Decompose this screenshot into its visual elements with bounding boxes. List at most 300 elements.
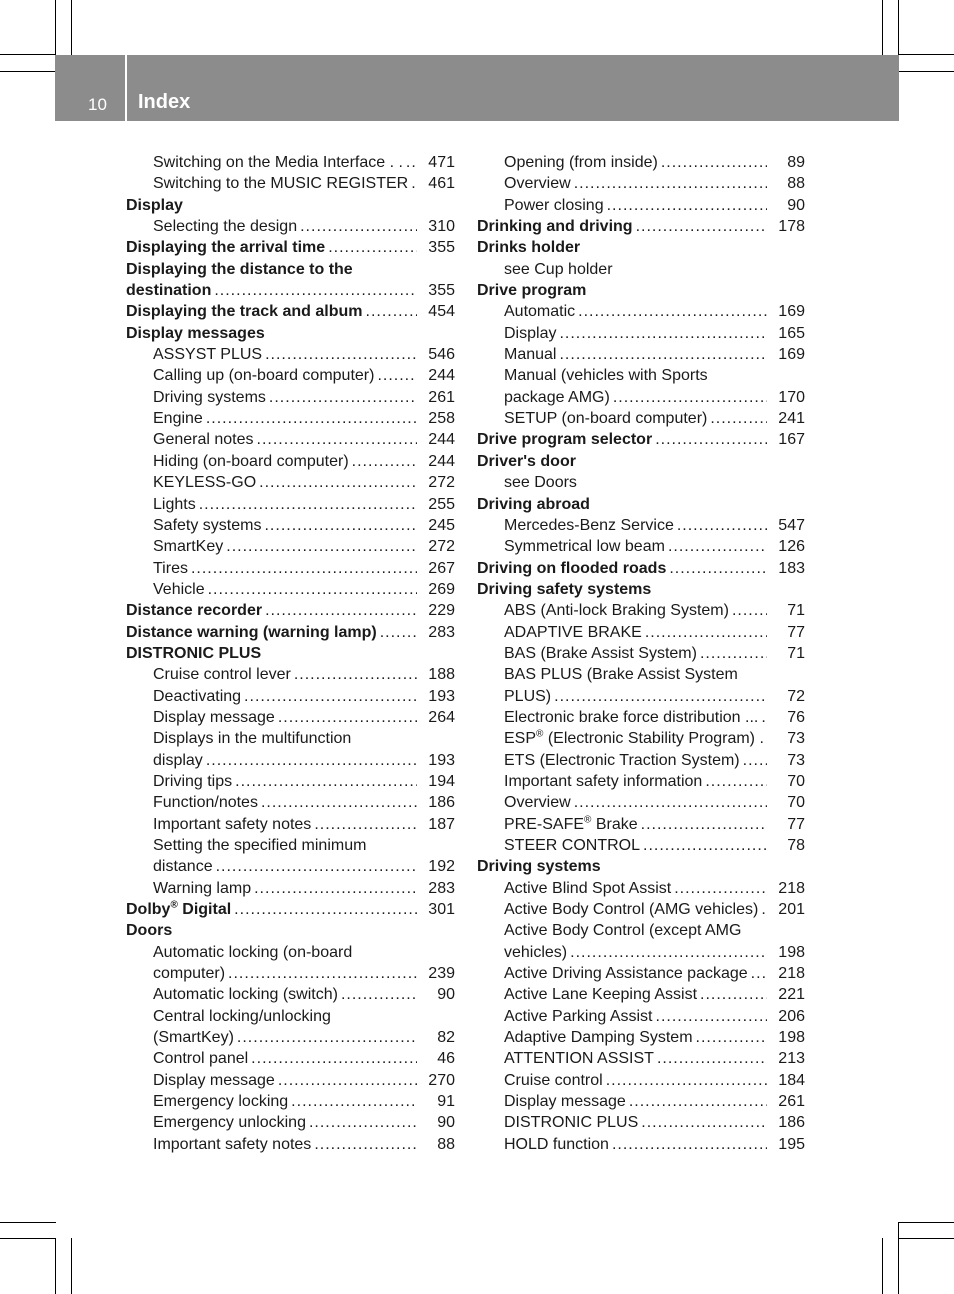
page-ref: 264	[428, 708, 455, 726]
page-ref: 547	[778, 516, 805, 534]
index-entry	[126, 195, 455, 216]
page-ref: 169	[778, 346, 805, 364]
page-ref: 70	[787, 772, 805, 790]
leader-dots	[603, 1070, 767, 1091]
entry-text: ATTENTION ASSIST	[504, 1050, 654, 1068]
index-subentry	[477, 643, 805, 664]
leader-dots	[231, 899, 417, 920]
entry-text: see Cup holder	[504, 260, 613, 278]
crop-mark	[898, 71, 954, 72]
leader-dots	[610, 387, 767, 408]
page-ref: 461	[428, 175, 455, 193]
index-subentry	[126, 1048, 455, 1069]
leader-dots	[256, 472, 417, 493]
page-ref: 195	[778, 1135, 805, 1153]
index-subentry	[126, 579, 455, 600]
index-entry	[477, 856, 805, 877]
entry-text: KEYLESS-GO	[153, 474, 257, 492]
entry-text: Driving abroad	[477, 495, 590, 513]
entry-text: Manual	[504, 346, 557, 364]
entry-text: Cruise control lever	[153, 666, 291, 684]
leader-dots	[254, 429, 417, 450]
entry-text: destination	[126, 282, 212, 300]
page-ref: 178	[778, 218, 805, 236]
page-ref: 218	[778, 879, 805, 897]
page-ref: 167	[778, 431, 805, 449]
index-subentry	[477, 515, 805, 536]
leader-dots	[556, 323, 767, 344]
index-entry	[126, 899, 455, 920]
index-subentry	[126, 707, 455, 728]
index-subentry	[126, 771, 455, 792]
index-subentry	[477, 323, 805, 344]
entry-text: Display messages	[126, 324, 265, 342]
crop-mark	[882, 0, 883, 56]
page-title: Index	[138, 91, 191, 113]
leader-dots	[638, 1112, 767, 1133]
leader-dots	[203, 408, 417, 429]
index-subentry	[126, 344, 455, 365]
header-divider	[125, 55, 127, 121]
leader-dots	[665, 536, 767, 557]
leader-dots	[338, 984, 417, 1005]
leader-dots	[693, 1027, 767, 1048]
entry-text: Driving safety systems	[477, 580, 652, 598]
entry-text: Switching on the Media Interface . .	[153, 154, 403, 171]
entry-text: Mercedes-Benz Service	[504, 516, 674, 534]
leader-dots	[232, 771, 417, 792]
page-ref: 72	[787, 687, 805, 705]
page-ref: 88	[787, 175, 805, 193]
index-subentry	[126, 1070, 455, 1091]
entry-text: Display message	[153, 708, 275, 726]
page-ref: 90	[787, 196, 805, 214]
entry-text: Driving tips	[153, 772, 233, 790]
crop-mark	[71, 0, 72, 56]
entry-text: ASSYST PLUS	[153, 346, 263, 364]
leader-dots	[291, 664, 417, 685]
index-subentry	[477, 1006, 805, 1027]
leader-dots	[213, 856, 417, 877]
entry-text: Displaying the distance to the	[126, 260, 353, 278]
page-ref: 194	[428, 772, 455, 790]
index-subentry	[126, 429, 455, 450]
entry-text: Manual (vehicles with Sports	[504, 367, 708, 385]
leader-dots	[248, 1048, 417, 1069]
index-column-right	[477, 152, 805, 1155]
index-entry	[126, 920, 455, 941]
index-subentry	[477, 920, 805, 941]
index-column-left	[126, 152, 455, 1155]
index-subentry	[477, 686, 805, 707]
entry-text: Automatic	[504, 303, 576, 321]
index-subentry	[477, 707, 805, 728]
entry-text: BAS PLUS (Brake Assist System	[504, 666, 738, 684]
leader-dots	[551, 686, 767, 707]
leader-dots	[408, 173, 417, 194]
page-ref: 229	[428, 602, 455, 620]
entry-text: PRE-SAFE® Brake	[504, 814, 638, 833]
index-entry	[126, 301, 455, 322]
entry-text: vehicles)	[504, 943, 568, 961]
crop-mark	[71, 1238, 72, 1294]
index-subentry	[126, 728, 455, 749]
leader-dots	[642, 622, 767, 643]
entry-text: Display	[126, 196, 183, 214]
index-subentry	[477, 195, 805, 216]
index-subentry	[126, 856, 455, 877]
index-subentry	[477, 536, 805, 557]
entry-text: Central locking/unlocking	[153, 1007, 331, 1025]
index-subentry	[126, 1112, 455, 1133]
leader-dots	[633, 216, 767, 237]
page-ref: 454	[428, 303, 455, 321]
entry-text: Important safety information	[504, 772, 703, 790]
leader-dots	[377, 622, 417, 643]
index-subentry	[477, 963, 805, 984]
entry-text: ABS (Anti-lock Braking System)	[504, 602, 729, 620]
entry-text: ADAPTIVE BRAKE	[504, 623, 642, 641]
entry-text: computer)	[153, 965, 226, 983]
leader-dots	[188, 558, 417, 579]
leader-dots	[275, 1070, 417, 1091]
index-subentry	[126, 750, 455, 771]
entry-text: Displaying the arrival time	[126, 239, 326, 257]
leader-dots	[261, 515, 417, 536]
index-subentry	[477, 664, 805, 685]
index-entry	[126, 237, 455, 258]
index-entry	[126, 259, 455, 280]
index-subentry	[477, 835, 805, 856]
leader-dots	[556, 344, 767, 365]
entry-text: Distance recorder	[126, 602, 263, 620]
leader-dots	[225, 963, 417, 984]
entry-text: Deactivating	[153, 687, 242, 705]
entry-text: Emergency locking	[153, 1093, 289, 1111]
crop-mark	[898, 1222, 954, 1223]
index-subentry	[477, 1091, 805, 1112]
page-ref: 82	[437, 1029, 455, 1047]
leader-dots	[575, 301, 767, 322]
entry-text: Emergency unlocking	[153, 1114, 306, 1132]
leader-dots	[211, 280, 417, 301]
index-subentry	[126, 835, 455, 856]
entry-text: Calling up (on-board computer)	[153, 367, 375, 385]
leader-dots	[654, 1048, 767, 1069]
page-ref: 310	[428, 218, 455, 236]
entry-text: Important safety notes	[153, 1135, 312, 1153]
page-ref: 218	[778, 965, 805, 983]
entry-text: Driving systems	[153, 388, 266, 406]
leader-dots	[571, 173, 767, 194]
index-subentry	[126, 814, 455, 835]
index-subentry	[477, 1134, 805, 1155]
index-subentry	[477, 792, 805, 813]
page-ref: 355	[428, 239, 455, 257]
entry-text: Active Blind Spot Assist	[504, 879, 672, 897]
leader-dots	[609, 1134, 767, 1155]
crop-mark	[898, 1238, 954, 1239]
leader-dots	[325, 237, 417, 258]
entry-text: Driving systems	[477, 858, 601, 876]
index-subentry	[477, 622, 805, 643]
index-subentry	[126, 536, 455, 557]
entry-text: display	[153, 751, 203, 769]
index-subentry	[477, 472, 805, 493]
entry-text: Active Body Control (AMG vehicles)	[504, 901, 759, 919]
leader-dots	[758, 899, 767, 920]
index-subentry	[126, 664, 455, 685]
index-entry	[126, 622, 455, 643]
entry-text: Engine	[153, 410, 203, 428]
entry-text: Display message	[153, 1071, 275, 1089]
page-ref: 77	[787, 815, 805, 833]
leader-dots	[638, 814, 767, 835]
page-ref: 76	[787, 708, 805, 726]
index-entry	[126, 280, 455, 301]
index-subentry	[477, 1027, 805, 1048]
index-subentry	[477, 899, 805, 920]
entry-text: Drinks holder	[477, 239, 581, 257]
index-subentry	[477, 1048, 805, 1069]
page-ref: 193	[428, 687, 455, 705]
entry-text: Setting the specified minimum	[153, 837, 367, 854]
page-ref: 193	[428, 751, 455, 769]
page-ref: 77	[787, 623, 805, 641]
entry-text: Displaying the track and album	[126, 303, 363, 321]
index-subentry	[126, 1006, 455, 1027]
leader-dots	[363, 301, 418, 322]
index-subentry	[126, 1027, 455, 1048]
page-ref: 255	[428, 495, 455, 513]
index-entry	[477, 237, 805, 258]
page-ref: 46	[437, 1050, 455, 1068]
crop-mark	[55, 0, 56, 56]
index-subentry	[126, 494, 455, 515]
entry-text: Automatic locking (on-board	[153, 943, 353, 961]
entry-text: Hiding (on-board computer)	[153, 452, 349, 470]
entry-text: Opening (from inside)	[504, 154, 658, 171]
page-ref: 272	[428, 474, 455, 492]
leader-dots	[653, 1006, 768, 1027]
entry-text: Drive program	[477, 282, 587, 300]
index-entry	[477, 280, 805, 301]
crop-mark	[0, 1222, 56, 1223]
entry-text: distance	[153, 858, 213, 876]
index-subentry	[126, 686, 455, 707]
page-ref: 239	[428, 965, 455, 983]
crop-mark	[55, 1238, 56, 1294]
index-subentry	[126, 408, 455, 429]
entry-text: Vehicle	[153, 580, 205, 598]
index-subentry	[477, 259, 805, 280]
entry-text: BAS (Brake Assist System)	[504, 644, 697, 662]
leader-dots	[567, 942, 767, 963]
index-entry	[477, 429, 805, 450]
entry-text: Switching to the MUSIC REGISTER	[153, 175, 409, 193]
crop-mark	[882, 1238, 883, 1294]
leader-dots	[262, 600, 417, 621]
crop-mark	[898, 0, 899, 56]
index-subentry	[477, 365, 805, 386]
entry-text: Automatic locking (switch)	[153, 986, 338, 1004]
leader-dots	[203, 750, 417, 771]
entry-text: Distance warning (warning lamp)	[126, 623, 377, 641]
leader-dots	[311, 814, 417, 835]
leader-dots	[251, 878, 417, 899]
entry-text: Drive program selector	[477, 431, 653, 449]
entry-text: Control panel	[153, 1050, 249, 1068]
page-ref: 261	[428, 388, 455, 406]
entry-text: Active Driving Assistance package	[504, 965, 748, 983]
leader-dots	[223, 536, 417, 557]
leader-dots	[658, 152, 767, 173]
index-subentry	[126, 152, 455, 173]
page-ref: 70	[787, 794, 805, 812]
index-subentry	[126, 878, 455, 899]
page-number: 10	[88, 95, 107, 114]
crop-mark	[898, 1222, 899, 1294]
page-ref: 244	[428, 431, 455, 449]
page-ref: 184	[778, 1071, 805, 1089]
entry-text: Displays in the multifunction	[153, 730, 352, 748]
page-ref: 546	[428, 346, 455, 364]
entry-text: Symmetrical low beam	[504, 538, 665, 556]
leader-dots	[604, 195, 767, 216]
entry-text: SETUP (on-board computer)	[504, 410, 708, 428]
leader-dots	[262, 344, 417, 365]
page-ref: 169	[778, 303, 805, 321]
page-ref: 221	[778, 986, 805, 1004]
index-subentry	[477, 152, 805, 173]
page-ref: 91	[437, 1093, 455, 1111]
index-subentry	[126, 216, 455, 237]
index-subentry	[126, 387, 455, 408]
index-subentry	[126, 173, 455, 194]
leader-dots	[196, 494, 417, 515]
index-subentry	[126, 1134, 455, 1155]
entry-text: see Doors	[504, 474, 577, 492]
leader-dots	[626, 1091, 767, 1112]
index-subentry	[477, 878, 805, 899]
leader-dots	[403, 152, 417, 173]
leader-dots	[297, 216, 417, 237]
index-subentry	[477, 1112, 805, 1133]
leader-dots	[311, 1134, 417, 1155]
page-ref: 78	[787, 837, 805, 854]
leader-dots	[758, 707, 767, 728]
registered-mark: ®	[170, 899, 178, 911]
leader-dots	[571, 792, 767, 813]
leader-dots	[729, 600, 767, 621]
leader-dots	[697, 643, 767, 664]
entry-text: SmartKey	[153, 538, 224, 556]
entry-text: Lights	[153, 495, 196, 513]
entry-text: Overview	[504, 175, 571, 193]
page-ref: 241	[778, 410, 805, 428]
index-subentry	[477, 408, 805, 429]
page-ref: 187	[428, 815, 455, 833]
leader-dots	[666, 558, 767, 579]
index-subentry	[477, 344, 805, 365]
leader-dots	[234, 1027, 417, 1048]
page-ref: 301	[428, 901, 455, 919]
leader-dots	[640, 835, 767, 856]
index-subentry	[126, 451, 455, 472]
page-ref: 192	[428, 858, 455, 876]
entry-text: Selecting the design	[153, 218, 298, 236]
page-ref: 267	[428, 559, 455, 577]
page-ref: 269	[428, 580, 455, 598]
index-subentry	[126, 984, 455, 1005]
page-ref: 270	[428, 1071, 455, 1089]
leader-dots	[707, 408, 767, 429]
entry-text: package AMG)	[504, 388, 610, 406]
index-subentry	[126, 792, 455, 813]
index-entry	[477, 558, 805, 579]
leader-dots	[674, 515, 767, 536]
entry-text: Adaptive Damping System	[504, 1029, 693, 1047]
entry-text: Power closing	[504, 196, 604, 214]
leader-dots	[748, 963, 767, 984]
index-subentry	[126, 472, 455, 493]
page-header	[55, 55, 899, 121]
index-subentry	[126, 365, 455, 386]
index-subentry	[477, 750, 805, 771]
page-ref: 186	[778, 1114, 805, 1132]
page-ref: 245	[428, 516, 455, 534]
page-ref: 283	[428, 623, 455, 641]
index-subentry	[126, 515, 455, 536]
page-ref: 88	[437, 1135, 455, 1153]
page-ref: 201	[778, 901, 805, 919]
leader-dots	[652, 429, 767, 450]
leader-dots	[374, 365, 417, 386]
page-ref: 261	[778, 1093, 805, 1111]
page-ref: 206	[778, 1007, 805, 1025]
page-ref: 213	[778, 1050, 805, 1068]
page-ref: 272	[428, 538, 455, 556]
index-entry	[477, 579, 805, 600]
page-ref: 126	[778, 538, 805, 556]
entry-text: Active Parking Assist	[504, 1007, 653, 1025]
leader-dots	[306, 1112, 417, 1133]
entry-text: Tires	[153, 559, 188, 577]
entry-text: Important safety notes	[153, 815, 312, 833]
index-subentry	[477, 728, 805, 749]
crop-mark	[0, 1238, 56, 1239]
entry-text: Electronic brake force distribution ...	[504, 708, 759, 726]
index-entry	[477, 451, 805, 472]
index-subentry	[477, 942, 805, 963]
page-ref: 283	[428, 879, 455, 897]
entry-text: Display message	[504, 1093, 626, 1111]
index-entry	[477, 216, 805, 237]
leader-dots	[702, 771, 767, 792]
page-ref: 89	[787, 154, 805, 171]
index-subentry	[126, 558, 455, 579]
page-ref: 244	[428, 452, 455, 470]
crop-mark	[0, 54, 56, 55]
leader-dots	[349, 451, 417, 472]
entry-text: Cruise control	[504, 1071, 603, 1089]
index-subentry	[477, 771, 805, 792]
entry-text: DISTRONIC PLUS	[126, 644, 262, 662]
index-entry	[126, 643, 455, 664]
crop-mark	[0, 71, 56, 72]
entry-text: Overview	[504, 794, 571, 812]
index-subentry	[477, 387, 805, 408]
